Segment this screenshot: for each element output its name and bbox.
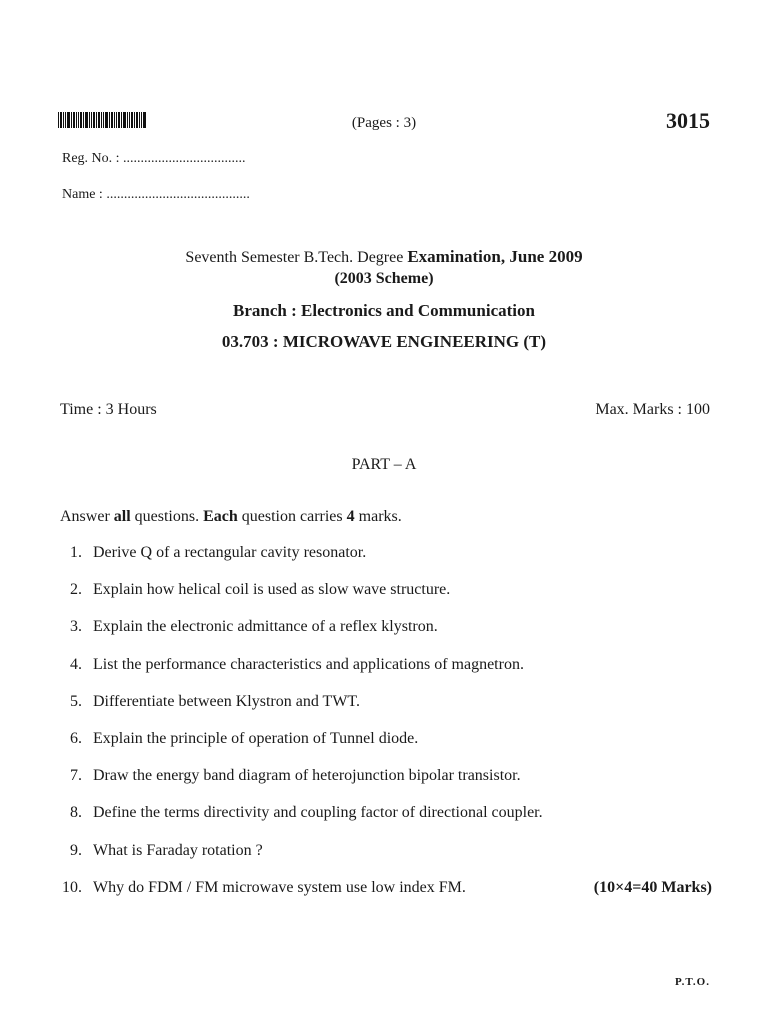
question-number: 3. (70, 618, 82, 636)
exam-title-prefix: Seventh Semester B.Tech. Degree (185, 249, 408, 266)
question-item (60, 766, 712, 803)
question-number: 8. (70, 804, 82, 822)
page-count: (Pages : 3) (351, 115, 417, 131)
question-item (60, 543, 712, 580)
question-item (60, 841, 712, 878)
question-number: 10. (62, 878, 82, 896)
question-item (60, 692, 712, 729)
name-field: Name : ......................................... (62, 187, 250, 202)
exam-title (0, 247, 768, 267)
question-text: What is Faraday rotation ? (93, 841, 263, 859)
scheme: (2003 Scheme) (334, 270, 434, 287)
instruction-text: marks. (354, 508, 402, 525)
question-number: 9. (70, 841, 82, 859)
question-item (60, 729, 712, 766)
subject: 03.703 : MICROWAVE ENGINEERING (T) (221, 332, 547, 351)
question-number: 7. (70, 767, 82, 785)
question-text: Differentiate between Klystron and TWT. (93, 692, 361, 710)
question-number: 2. (70, 581, 82, 599)
question-text: Explain how helical coil is used as slow wave structure. (93, 581, 451, 599)
question-item (60, 655, 712, 692)
question-number: 6. (70, 729, 82, 747)
question-item (60, 617, 712, 654)
instruction-emphasis: 4 (346, 508, 355, 525)
reg-no-field: Reg. No. : ................................... (62, 151, 246, 166)
question-item (60, 580, 712, 617)
question-number: 1. (70, 544, 82, 561)
part-heading: PART – A (351, 456, 417, 473)
question-text: Why do FDM / FM microwave system use low index FM. (93, 878, 466, 896)
time-allowed: Time : 3 Hours (60, 401, 157, 418)
instruction-text: question carries (237, 508, 347, 525)
instructions (60, 508, 402, 526)
question-item (60, 803, 712, 840)
paper-code: 3015 (666, 108, 710, 133)
instruction-emphasis: Each (203, 508, 238, 525)
instruction-text: Answer (60, 508, 114, 525)
question-number: 5. (70, 692, 82, 710)
question-text: Define the terms directivity and coupling factor of directional coupler. (93, 804, 543, 822)
section-marks: (10×4=40 Marks) (593, 878, 712, 896)
branch: Branch : Electronics and Communication (233, 301, 535, 320)
question-text: Draw the energy band diagram of heterojunction bipolar transistor. (93, 767, 521, 785)
question-item (60, 878, 712, 915)
question-text: Derive Q of a rectangular cavity resonator. (93, 544, 367, 561)
question-list (60, 543, 712, 915)
pto-label: P.T.O. (674, 976, 710, 988)
question-number: 4. (70, 655, 82, 673)
question-text: Explain the principle of operation of Tunnel diode. (93, 729, 419, 747)
max-marks: Max. Marks : 100 (595, 401, 710, 418)
question-text: List the performance characteristics and applications of magnetron. (93, 655, 524, 673)
instruction-text: questions. (130, 508, 204, 525)
question-text: Explain the electronic admittance of a reflex klystron. (93, 618, 438, 636)
exam-title-main: Examination, June 2009 (407, 247, 583, 266)
instruction-emphasis: all (113, 508, 131, 525)
